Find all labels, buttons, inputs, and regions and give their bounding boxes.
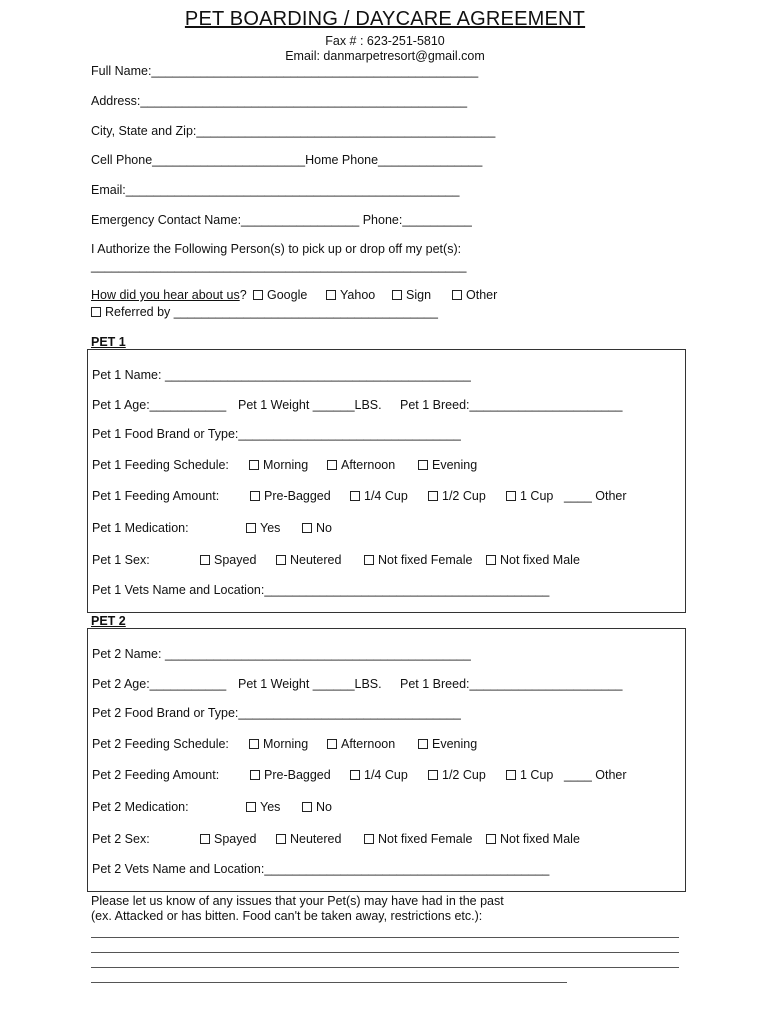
checkbox-icon	[246, 802, 256, 812]
pet2-food-field[interactable]: Pet 2 Food Brand or Type:________________________________	[92, 706, 461, 720]
pet1-sex-spayed[interactable]: Spayed	[200, 553, 256, 567]
pet1-sex-female[interactable]: Not fixed Female	[364, 553, 472, 567]
authorize-field[interactable]: ______________________________________________________	[91, 259, 467, 273]
pet2-amount-label: Pet 2 Feeding Amount:	[92, 768, 220, 782]
checkbox-icon	[276, 555, 286, 565]
issues-example: (ex. Attacked or has bitten. Food can't be taken away, restrictions etc.):	[91, 909, 483, 923]
pet1-amount-other[interactable]: ____ Other	[564, 489, 627, 503]
checkbox-icon	[302, 523, 312, 533]
pet2-schedule-evening[interactable]: Evening	[418, 737, 477, 751]
email-field[interactable]: Email:________________________________________________	[91, 183, 460, 197]
address-field[interactable]: Address:_______________________________________________	[91, 94, 468, 108]
pet1-vets-field[interactable]: Pet 1 Vets Name and Location:_________________________________________	[92, 583, 550, 597]
pet2-sex-female[interactable]: Not fixed Female	[364, 832, 472, 846]
pet2-age-field[interactable]: Pet 2 Age:___________	[92, 677, 227, 691]
pet1-amount-prebagged[interactable]: Pre-Bagged	[250, 489, 331, 503]
checkbox-icon	[200, 834, 210, 844]
referral-qmark: ?	[239, 288, 247, 302]
referral-sign[interactable]: Sign	[392, 288, 431, 302]
checkbox-icon	[486, 555, 496, 565]
checkbox-icon	[506, 491, 516, 501]
checkbox-icon	[364, 834, 374, 844]
pet1-sex-male[interactable]: Not fixed Male	[486, 553, 580, 567]
pet2-vets-field[interactable]: Pet 2 Vets Name and Location:_________________________________________	[92, 862, 550, 876]
pet1-schedule-label: Pet 1 Feeding Schedule:	[92, 458, 229, 472]
checkbox-icon	[364, 555, 374, 565]
pet1-heading: PET 1	[91, 335, 126, 349]
pet1-section	[87, 349, 686, 613]
pet2-name-field[interactable]: Pet 2 Name: ____________________________________________	[92, 647, 471, 661]
phone-fields[interactable]: Cell Phone______________________Home Phone_______________	[91, 153, 483, 167]
pet2-sex-neutered[interactable]: Neutered	[276, 832, 341, 846]
pet1-medication-label: Pet 1 Medication:	[92, 521, 189, 535]
city-state-zip-field[interactable]: City, State and Zip:___________________________________________	[91, 124, 496, 138]
pet2-breed-field[interactable]: Pet 1 Breed:______________________	[400, 677, 623, 691]
pet1-weight-field[interactable]: Pet 1 Weight ______LBS.	[238, 398, 382, 412]
pet1-medication-yes[interactable]: Yes	[246, 521, 280, 535]
checkbox-icon	[250, 770, 260, 780]
checkbox-icon	[452, 290, 462, 300]
referral-row	[91, 288, 247, 302]
pet1-schedule-afternoon[interactable]: Afternoon	[327, 458, 395, 472]
pet2-amount-quarter[interactable]: 1/4 Cup	[350, 768, 408, 782]
pet1-age-field[interactable]: Pet 1 Age:___________	[92, 398, 227, 412]
checkbox-icon	[327, 460, 337, 470]
pet2-section	[87, 628, 686, 892]
checkbox-icon	[91, 307, 101, 317]
issues-line[interactable]	[91, 982, 567, 983]
checkbox-icon	[250, 491, 260, 501]
pet1-amount-half[interactable]: 1/2 Cup	[428, 489, 486, 503]
checkbox-icon	[506, 770, 516, 780]
fax-number: Fax # : 623-251-5810	[325, 34, 445, 48]
pet1-name-field[interactable]: Pet 1 Name: ____________________________________________	[92, 368, 471, 382]
checkbox-icon	[302, 802, 312, 812]
pet2-schedule-label: Pet 2 Feeding Schedule:	[92, 737, 229, 751]
checkbox-icon	[276, 834, 286, 844]
pet2-amount-one[interactable]: 1 Cup	[506, 768, 553, 782]
checkbox-icon	[486, 834, 496, 844]
checkbox-icon	[350, 491, 360, 501]
pet2-heading: PET 2	[91, 614, 126, 628]
pet2-schedule-afternoon[interactable]: Afternoon	[327, 737, 395, 751]
referral-google[interactable]: Google	[253, 288, 307, 302]
form-title: PET BOARDING / DAYCARE AGREEMENT	[184, 8, 586, 30]
issues-line[interactable]	[91, 952, 679, 953]
pet2-weight-field[interactable]: Pet 1 Weight ______LBS.	[238, 677, 382, 691]
pet1-amount-label: Pet 1 Feeding Amount:	[92, 489, 220, 503]
issues-label: Please let us know of any issues that your Pet(s) may have had in the past	[91, 894, 504, 908]
checkbox-icon	[350, 770, 360, 780]
pet1-sex-neutered[interactable]: Neutered	[276, 553, 341, 567]
pet1-amount-one[interactable]: 1 Cup	[506, 489, 553, 503]
pet2-amount-prebagged[interactable]: Pre-Bagged	[250, 768, 331, 782]
checkbox-icon	[418, 460, 428, 470]
pet2-sex-male[interactable]: Not fixed Male	[486, 832, 580, 846]
pet2-medication-no[interactable]: No	[302, 800, 332, 814]
emergency-contact-field[interactable]: Emergency Contact Name:_________________ Phone:__________	[91, 213, 472, 227]
pet2-amount-other[interactable]: ____ Other	[564, 768, 627, 782]
pet1-food-field[interactable]: Pet 1 Food Brand or Type:________________________________	[92, 427, 461, 441]
pet1-amount-quarter[interactable]: 1/4 Cup	[350, 489, 408, 503]
issues-line[interactable]	[91, 967, 679, 968]
referral-yahoo[interactable]: Yahoo	[326, 288, 375, 302]
checkbox-icon	[200, 555, 210, 565]
pet1-sex-label: Pet 1 Sex:	[92, 553, 150, 567]
checkbox-icon	[428, 491, 438, 501]
pet2-schedule-morning[interactable]: Morning	[249, 737, 308, 751]
checkbox-icon	[428, 770, 438, 780]
checkbox-icon	[392, 290, 402, 300]
referred-by-field[interactable]: Referred by ______________________________________	[91, 305, 438, 319]
pet1-schedule-evening[interactable]: Evening	[418, 458, 477, 472]
referral-question: How did you hear about us	[91, 288, 240, 302]
checkbox-icon	[418, 739, 428, 749]
authorize-label: I Authorize the Following Person(s) to pick up or drop off my pet(s):	[91, 242, 462, 256]
checkbox-icon	[326, 290, 336, 300]
pet1-medication-no[interactable]: No	[302, 521, 332, 535]
checkbox-icon	[249, 739, 259, 749]
pet2-amount-half[interactable]: 1/2 Cup	[428, 768, 486, 782]
checkbox-icon	[249, 460, 259, 470]
checkbox-icon	[246, 523, 256, 533]
pet2-medication-yes[interactable]: Yes	[246, 800, 280, 814]
pet2-sex-spayed[interactable]: Spayed	[200, 832, 256, 846]
pet2-medication-label: Pet 2 Medication:	[92, 800, 189, 814]
issues-line[interactable]	[91, 937, 679, 938]
pet1-breed-field[interactable]: Pet 1 Breed:______________________	[400, 398, 623, 412]
referral-other[interactable]: Other	[452, 288, 497, 302]
checkbox-icon	[253, 290, 263, 300]
pet1-schedule-morning[interactable]: Morning	[249, 458, 308, 472]
contact-email: Email: danmarpetresort@gmail.com	[285, 49, 485, 63]
pet2-sex-label: Pet 2 Sex:	[92, 832, 150, 846]
full-name-field[interactable]: Full Name:_______________________________________________	[91, 64, 479, 78]
checkbox-icon	[327, 739, 337, 749]
